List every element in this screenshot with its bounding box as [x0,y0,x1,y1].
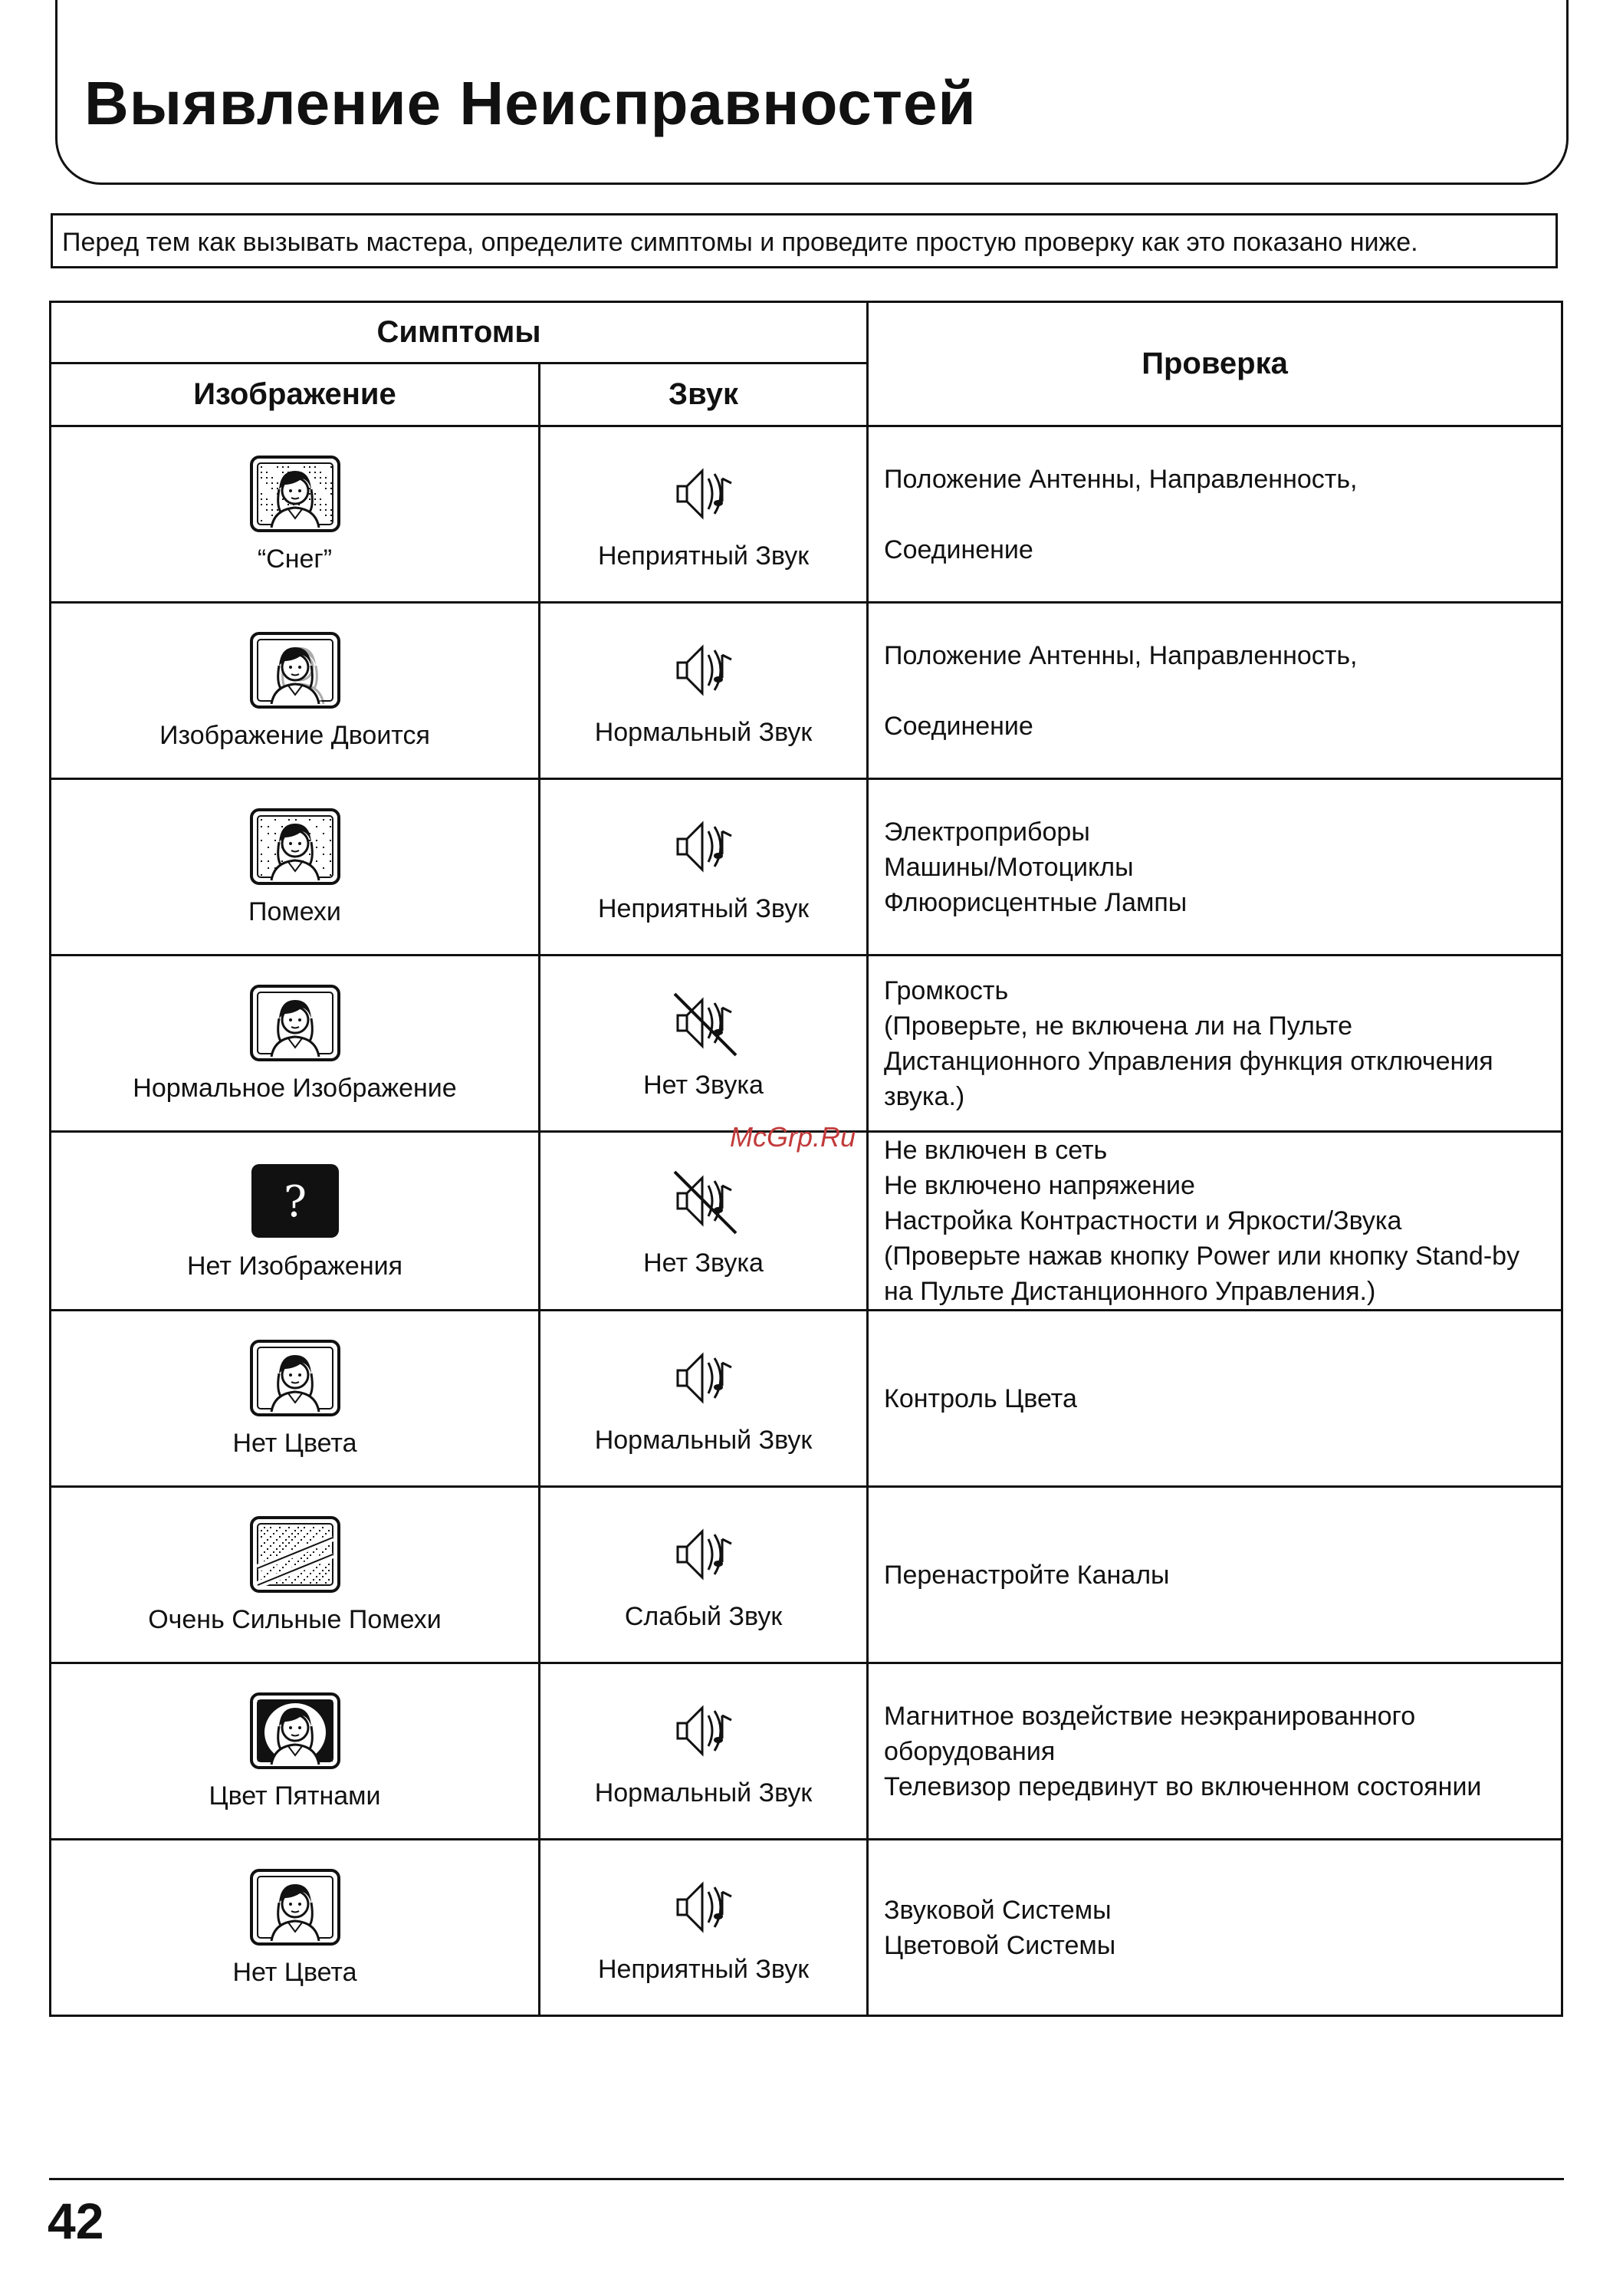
normal-tv-icon [248,1016,342,1029]
header-symptoms: Симптомы [51,302,868,363]
check-line: Положение Антенны, Направленность, [884,464,1358,494]
image-symptom-label: Цвет Пятнами [209,1781,381,1811]
image-symptom-label: Нормальное Изображение [133,1074,457,1103]
sound-symptom-cell [540,1663,868,1840]
speaker-note-icon [667,663,741,676]
check-cell [868,1487,1562,1663]
sound-symptom-label: Неприятный Звук [597,541,810,571]
check-line: на Пульте Дистанционного Управления.) [884,1277,1376,1306]
table-row [51,1663,1562,1840]
table-row [51,603,1562,779]
image-symptom-cell [51,1840,540,2016]
image-symptom-label: Нет Изображения [186,1251,403,1281]
blotch-tv-icon [248,1724,342,1737]
check-line: звука.) [884,1081,965,1111]
svg-text:?: ? [283,1176,307,1227]
table-row [51,956,1562,1132]
check-line: Контроль Цвета [884,1383,1077,1413]
check-line: Звуковой Системы [884,1895,1112,1925]
dotted-tv-icon [248,840,342,853]
header-image: Изображение [51,363,540,426]
bottom-rule [49,2178,1564,2180]
check-line: Положение Антенны, Направленность, [884,640,1358,670]
speaker-note-icon [667,840,741,853]
check-line [884,497,1546,532]
normal-tv-icon [248,1900,342,1913]
table-row [51,426,1562,603]
image-symptom-cell [51,1487,540,1663]
no-picture-icon [248,1176,342,1227]
header-sound: Звук [540,363,868,426]
image-symptom-label: Помехи [248,897,341,926]
sound-symptom-cell [540,1311,868,1487]
sound-symptom-label: Нет Звука [643,1071,764,1100]
image-symptom-cell [51,1663,540,1840]
sound-symptom-label: Слабый Звук [624,1602,783,1631]
striped-tv-icon [248,1548,342,1561]
table-row [51,1311,1562,1487]
check-cell [868,1663,1562,1840]
speaker-note-icon [667,1900,741,1913]
check-line [884,673,1546,709]
table-row [51,1132,1562,1311]
check-line: Перенастройте Каналы [884,1560,1170,1590]
sound-symptom-label: Неприятный Звук [597,1955,810,1984]
image-symptom-cell [51,779,540,956]
check-line: (Проверьте нажав кнопку Power или кнопку Stand-by [884,1242,1520,1271]
sound-symptom-label: Нормальный Звук [594,718,813,747]
table-row [51,1840,1562,2016]
check-cell [868,426,1562,603]
check-line: Не включен в сеть [884,1136,1108,1165]
header-check: Проверка [868,302,1562,426]
table-row [51,779,1562,956]
check-line: Громкость [884,975,1009,1005]
image-symptom-label: Очень Сильные Помехи [148,1605,442,1634]
check-line: Не включено напряжение [884,1171,1195,1200]
check-line: (Проверьте, не включена ли на Пульте [884,1011,1353,1041]
intro-note: Перед тем как вызывать мастера, определите симптомы и проведите простую проверку как это показано ниже. [51,213,1558,268]
check-cell [868,603,1562,779]
image-symptom-cell [51,956,540,1132]
check-line: оборудования [884,1736,1056,1766]
troubleshooting-table [49,301,1563,2017]
image-symptom-label: Нет Цвета [232,1429,357,1458]
check-line: Флюорисцентные Лампы [884,887,1188,917]
speaker-note-icon [667,1724,741,1737]
image-symptom-label: “Снег” [257,544,333,574]
speaker-muted-icon [667,1016,741,1029]
sound-symptom-cell [540,1132,868,1311]
table-row [51,1487,1562,1663]
sound-symptom-label: Неприятный Звук [597,894,810,923]
image-symptom-label: Нет Цвета [232,1958,357,1987]
check-line: Электроприборы [884,817,1090,847]
page-number: 42 [48,2192,104,2249]
check-line: Цветовой Системы [884,1930,1116,1960]
speaker-note-icon [667,487,741,500]
sound-symptom-cell [540,956,868,1132]
normal-tv-icon [248,1371,342,1384]
check-line: Настройка Контрастности и Яркости/Звука [884,1206,1402,1235]
check-line: Соединение [884,535,1033,564]
speaker-muted-icon [667,1194,741,1207]
check-line: Телевизор передвинут во включенном состоянии [884,1771,1482,1801]
check-cell [868,956,1562,1132]
check-cell [868,779,1562,956]
speaker-note-icon [667,1548,741,1561]
sound-symptom-cell [540,1840,868,2016]
sound-symptom-cell [540,426,868,603]
check-line: Машины/Мотоциклы [884,852,1134,882]
check-line: Дистанционного Управления функция отключения [884,1046,1493,1076]
page-title: Выявление Неисправностей [84,69,977,137]
sound-symptom-cell [540,1487,868,1663]
sound-symptom-label: Нет Звука [643,1248,764,1278]
watermark: McGrp.Ru [730,1121,856,1153]
image-symptom-cell [51,1311,540,1487]
snow-tv-icon [248,487,342,500]
check-line: Магнитное воздействие неэкранированного [884,1701,1416,1731]
speaker-note-icon [667,1371,741,1384]
image-symptom-cell [51,603,540,779]
check-cell [868,1132,1562,1311]
check-line: Соединение [884,711,1033,741]
check-cell [868,1311,1562,1487]
sound-symptom-label: Нормальный Звук [594,1426,813,1455]
image-symptom-cell [51,1132,540,1311]
sound-symptom-label: Нормальный Звук [594,1778,813,1808]
sound-symptom-cell [540,603,868,779]
check-cell [868,1840,1562,2016]
sound-symptom-cell [540,779,868,956]
image-symptom-label: Изображение Двоится [159,721,430,750]
image-symptom-cell [51,426,540,603]
ghost-tv-icon [248,663,342,676]
